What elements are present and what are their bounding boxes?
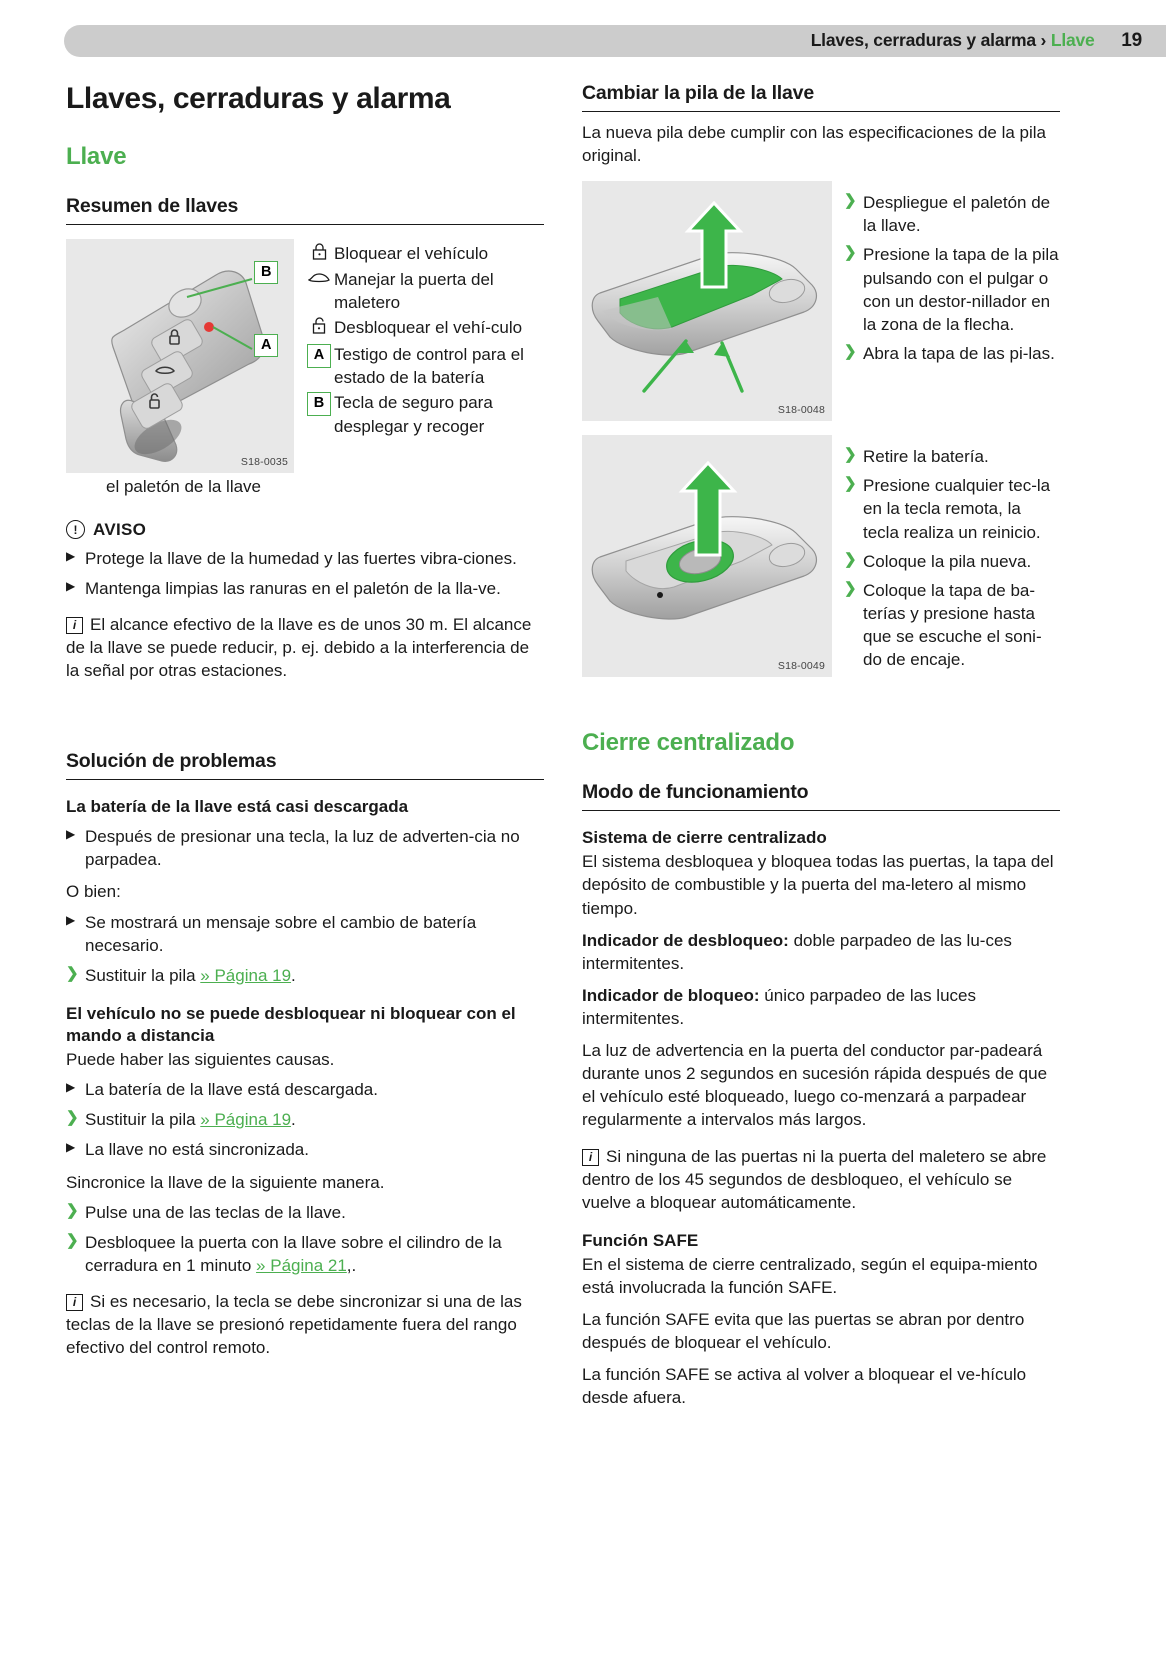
- lock-open-icon: [304, 316, 334, 341]
- list-item-action: [66, 1201, 544, 1224]
- figure-code: S18-0035: [240, 455, 288, 468]
- key-overview-figure-row: [66, 239, 544, 473]
- breadcrumb-main: Llaves, cerraduras y alarma: [810, 30, 1036, 50]
- info-note-autolock: [582, 1145, 1060, 1214]
- chapter-heading-cierre-centralizado: Cierre centralizado: [582, 729, 795, 757]
- right-column: [582, 72, 1060, 1410]
- chevron-right-icon: ❯: [844, 475, 857, 493]
- legend-item-label: Bloquear el vehículo: [334, 243, 489, 263]
- notice-title: AVISO: [93, 519, 147, 539]
- list-item: [66, 911, 544, 957]
- legend-item-a: [304, 343, 544, 389]
- action-tail: .: [291, 1110, 296, 1130]
- breadcrumb-current: Llave: [1050, 30, 1095, 50]
- info-note-range: [66, 613, 544, 682]
- action-text: Sustituir la pila: [85, 1110, 201, 1130]
- info-note-text: Si es necesario, la tecla se debe sincronizar si una de las teclas de la llave se presionó repetidamente fuera del rango efectivo del control remoto.: [66, 1291, 522, 1358]
- chevron-right-icon: ❯: [844, 192, 857, 210]
- key-battery-removal-illustration-icon: [582, 435, 832, 677]
- triangle-bullet-icon: ▶: [66, 1140, 76, 1155]
- action-label: Despliegue el paletón de la llave.: [863, 193, 1051, 236]
- chevron-right-icon: ❯: [66, 1109, 79, 1127]
- triangle-bullet-icon: ▶: [66, 912, 76, 927]
- subheading-funcion-safe: Función SAFE: [582, 1230, 699, 1250]
- chapter-heading-llave: Llave: [66, 142, 127, 170]
- chevron-right-icon: ❯: [66, 1201, 79, 1219]
- problem-list-3: [66, 1078, 544, 1161]
- battery-cover-figure: [582, 181, 832, 421]
- action-label: Pulse una de las teclas de la llave.: [85, 1202, 346, 1222]
- indicator-lock-text: único parpadeo de las luces intermitentes.: [582, 985, 976, 1028]
- cross-reference-link[interactable]: » Página 19: [200, 965, 292, 985]
- page-header: [0, 0, 1166, 58]
- indicator-unlock-label: Indicador de desbloqueo:: [582, 930, 789, 950]
- paragraph-safe-2: La función SAFE evita que las puertas se abran por dentro después de bloquear el vehículo.: [582, 1310, 1025, 1353]
- list-item-label: La llave no está sincronizada.: [85, 1140, 309, 1160]
- chevron-right-icon: ❯: [844, 446, 857, 464]
- action-text: Sustituir la pila: [85, 965, 201, 985]
- chevron-right-icon: ❯: [66, 1231, 79, 1249]
- chevron-right-icon: ❯: [66, 964, 79, 982]
- list-item-label: Protege la llave de la humedad y las fuertes vibra-ciones.: [85, 548, 517, 568]
- paragraph-indicador-desbloqueo: [582, 929, 1060, 975]
- battery-steps-1: [844, 181, 1060, 421]
- subheading-bateria-casi-descargada: La batería de la llave está casi descargada: [66, 797, 409, 817]
- legend-item-label: Desbloquear el vehí-culo: [334, 318, 523, 338]
- list-item: [66, 577, 544, 600]
- info-note-text: Si ninguna de las puertas ni la puerta del maletero se abre dentro de los 45 segundos de desbloqueo, el vehículo se vuelve a bloquear automáticamente.: [582, 1146, 1047, 1212]
- info-icon: i: [66, 1294, 83, 1311]
- trunk-icon: [304, 268, 334, 291]
- paragraph-luz-advertencia: La luz de advertencia en la puerta del conductor par-padeará durante unos 2 segundos en sucesión rápida después de que el vehículo esté bloqueado, luego co-menzará a parpadear regularmente a intervalos más largos.: [582, 1041, 1048, 1130]
- key-battery-cover-illustration-icon: [582, 181, 832, 421]
- triangle-bullet-icon: ▶: [66, 1080, 76, 1095]
- badge-b-icon: B: [304, 391, 334, 416]
- battery-steps-2: [844, 435, 1060, 677]
- action-label: Presione la tapa de la pila pulsando con el pulgar o con un destor-nillador en la zona de la flecha.: [863, 245, 1059, 334]
- info-icon: i: [582, 1149, 599, 1166]
- problem-list-1: [66, 825, 544, 871]
- badge-a-icon: A: [304, 343, 334, 368]
- action-label: Retire la batería.: [863, 447, 989, 467]
- list-item-label: La batería de la llave está descargada.: [85, 1080, 378, 1100]
- action-text: Desbloquee la puerta con la llave sobre el cilindro de la cerradura en 1 minuto: [85, 1232, 502, 1275]
- list-item: [66, 825, 544, 871]
- sync-intro: Sincronice la llave de la siguiente manera.: [66, 1172, 385, 1192]
- chevron-right-icon: ❯: [844, 579, 857, 597]
- figure-callout-a: A: [254, 334, 278, 358]
- subheading-no-se-puede-desbloquear: El vehículo no se puede desbloquear ni bloquear con el mando a distancia: [66, 1003, 516, 1045]
- or-text: O bien:: [66, 882, 121, 902]
- list-item-action: [66, 1231, 544, 1277]
- battery-figure-row-2: [582, 435, 1060, 677]
- info-note-text: El alcance efectivo de la llave es de unos 30 m. El alcance de la llave se puede reducir, p. ej. debido a la interferencia de la señal por otras estaciones.: [66, 614, 532, 681]
- action-label: Abra la tapa de las pi-las.: [863, 343, 1055, 363]
- cross-reference-link[interactable]: » Página 21: [256, 1255, 347, 1275]
- indicator-unlock-text: doble parpadeo de las lu-ces intermitentes.: [582, 930, 1012, 973]
- list-item-action: [844, 579, 1060, 671]
- page-title: Llaves, cerraduras y alarma: [66, 82, 451, 115]
- key-legend: [304, 239, 544, 473]
- triangle-bullet-icon: ▶: [66, 578, 76, 593]
- paragraph-safe-1: En el sistema de cierre centralizado, según el equipa-miento está involucrada la función SAFE.: [582, 1254, 1038, 1298]
- legend-item-label: Tecla de seguro para desplegar y recoger: [334, 393, 493, 436]
- triangle-bullet-icon: ▶: [66, 548, 76, 563]
- legend-item-trunk: [304, 268, 544, 314]
- legend-item-lock: [304, 242, 544, 267]
- paragraph-safe-3: La función SAFE se activa al volver a bloquear el ve-hículo desde afuera.: [582, 1365, 1027, 1408]
- indicator-lock-label: Indicador de bloqueo:: [582, 985, 760, 1005]
- action-label: [85, 1231, 544, 1277]
- legend-item-b: [304, 391, 544, 437]
- action-label: [85, 1108, 544, 1131]
- list-item-label: Después de presionar una tecla, la luz de adverten-cia no parpadea.: [85, 827, 520, 870]
- battery-removal-figure: [582, 435, 832, 677]
- action-label: [85, 964, 544, 987]
- action-label: Presione cualquier tec-la en la tecla remota, la tecla realiza un reinicio.: [863, 476, 1051, 542]
- list-item-action: [844, 550, 1060, 573]
- key-overview-figure: [66, 239, 294, 473]
- cross-reference-link[interactable]: » Página 19: [200, 1110, 292, 1130]
- paragraph-sistema: El sistema desbloquea y bloquea todas las puertas, la tapa del depósito de combustible y la puerta del ma-letero al mismo tiempo.: [582, 852, 1054, 918]
- list-item: [66, 1078, 544, 1101]
- action-label: Coloque la pila nueva.: [863, 551, 1032, 571]
- action-label: Coloque la tapa de ba-terías y presione hasta que se escuche el soni-do de encaje.: [863, 580, 1042, 670]
- page-number: 19: [1121, 30, 1142, 51]
- info-icon: i: [66, 617, 83, 634]
- list-item-action: [844, 191, 1060, 237]
- section-heading-cambiar-la-pila: Cambiar la pila de la llave: [582, 82, 1060, 112]
- lock-closed-icon: [304, 242, 334, 267]
- triangle-bullet-icon: ▶: [66, 827, 76, 842]
- legend-item-label: Testigo de control para el estado de la batería: [334, 345, 524, 388]
- list-item-action: [844, 342, 1060, 365]
- list-item-action: [66, 964, 544, 987]
- battery-figure-row-1: [582, 181, 1060, 421]
- chevron-right-icon: ❯: [844, 244, 857, 262]
- list-item-action: [844, 243, 1060, 335]
- section-heading-modo-de-funcionamiento: Modo de funcionamiento: [582, 781, 1060, 811]
- list-item: [66, 547, 544, 570]
- notice-aviso-list: [66, 547, 544, 600]
- chevron-right-icon: ❯: [844, 550, 857, 568]
- list-item-label: Mantenga limpias las ranuras en el paletón de la lla-ve.: [85, 578, 501, 598]
- spacer: [582, 677, 1060, 703]
- figure-code: S18-0049: [777, 660, 825, 673]
- battery-intro: La nueva pila debe cumplir con las especificaciones de la pila original.: [582, 123, 1047, 166]
- subheading-sistema-cierre-centralizado: Sistema de cierre centralizado: [582, 828, 827, 848]
- legend-continuation: el paletón de la llave: [106, 476, 262, 496]
- causes-intro: Puede haber las siguientes causas.: [66, 1050, 335, 1070]
- figure-callout-b: B: [254, 261, 278, 285]
- breadcrumb: [811, 30, 1142, 52]
- left-column: [66, 72, 544, 1359]
- list-item-action: [844, 474, 1060, 543]
- legend-item-label: Manejar la puerta del maletero: [334, 270, 494, 313]
- info-note-sync: [66, 1290, 544, 1359]
- figure-code: S18-0048: [777, 404, 825, 417]
- notice-aviso-header: [66, 520, 544, 540]
- breadcrumb-separator-icon: ›: [1040, 30, 1047, 50]
- list-item-label: Se mostrará un mensaje sobre el cambio de batería necesario.: [85, 912, 477, 955]
- list-item-action: [66, 1108, 544, 1131]
- section-heading-resumen-de-llaves: Resumen de llaves: [66, 195, 544, 225]
- list-item-action: [844, 445, 1060, 468]
- action-tail: .: [291, 965, 296, 985]
- list-item: [66, 1138, 544, 1161]
- warning-icon: !: [66, 520, 85, 539]
- problem-list-2: [66, 911, 544, 987]
- sync-action-list: [66, 1201, 544, 1277]
- chevron-right-icon: ❯: [844, 342, 857, 360]
- action-tail: ,.: [346, 1255, 357, 1275]
- spacer: [66, 682, 544, 726]
- section-heading-solucion-de-problemas: Solución de problemas: [66, 750, 544, 780]
- legend-item-unlock: [304, 316, 544, 341]
- paragraph-indicador-bloqueo: [582, 984, 1060, 1030]
